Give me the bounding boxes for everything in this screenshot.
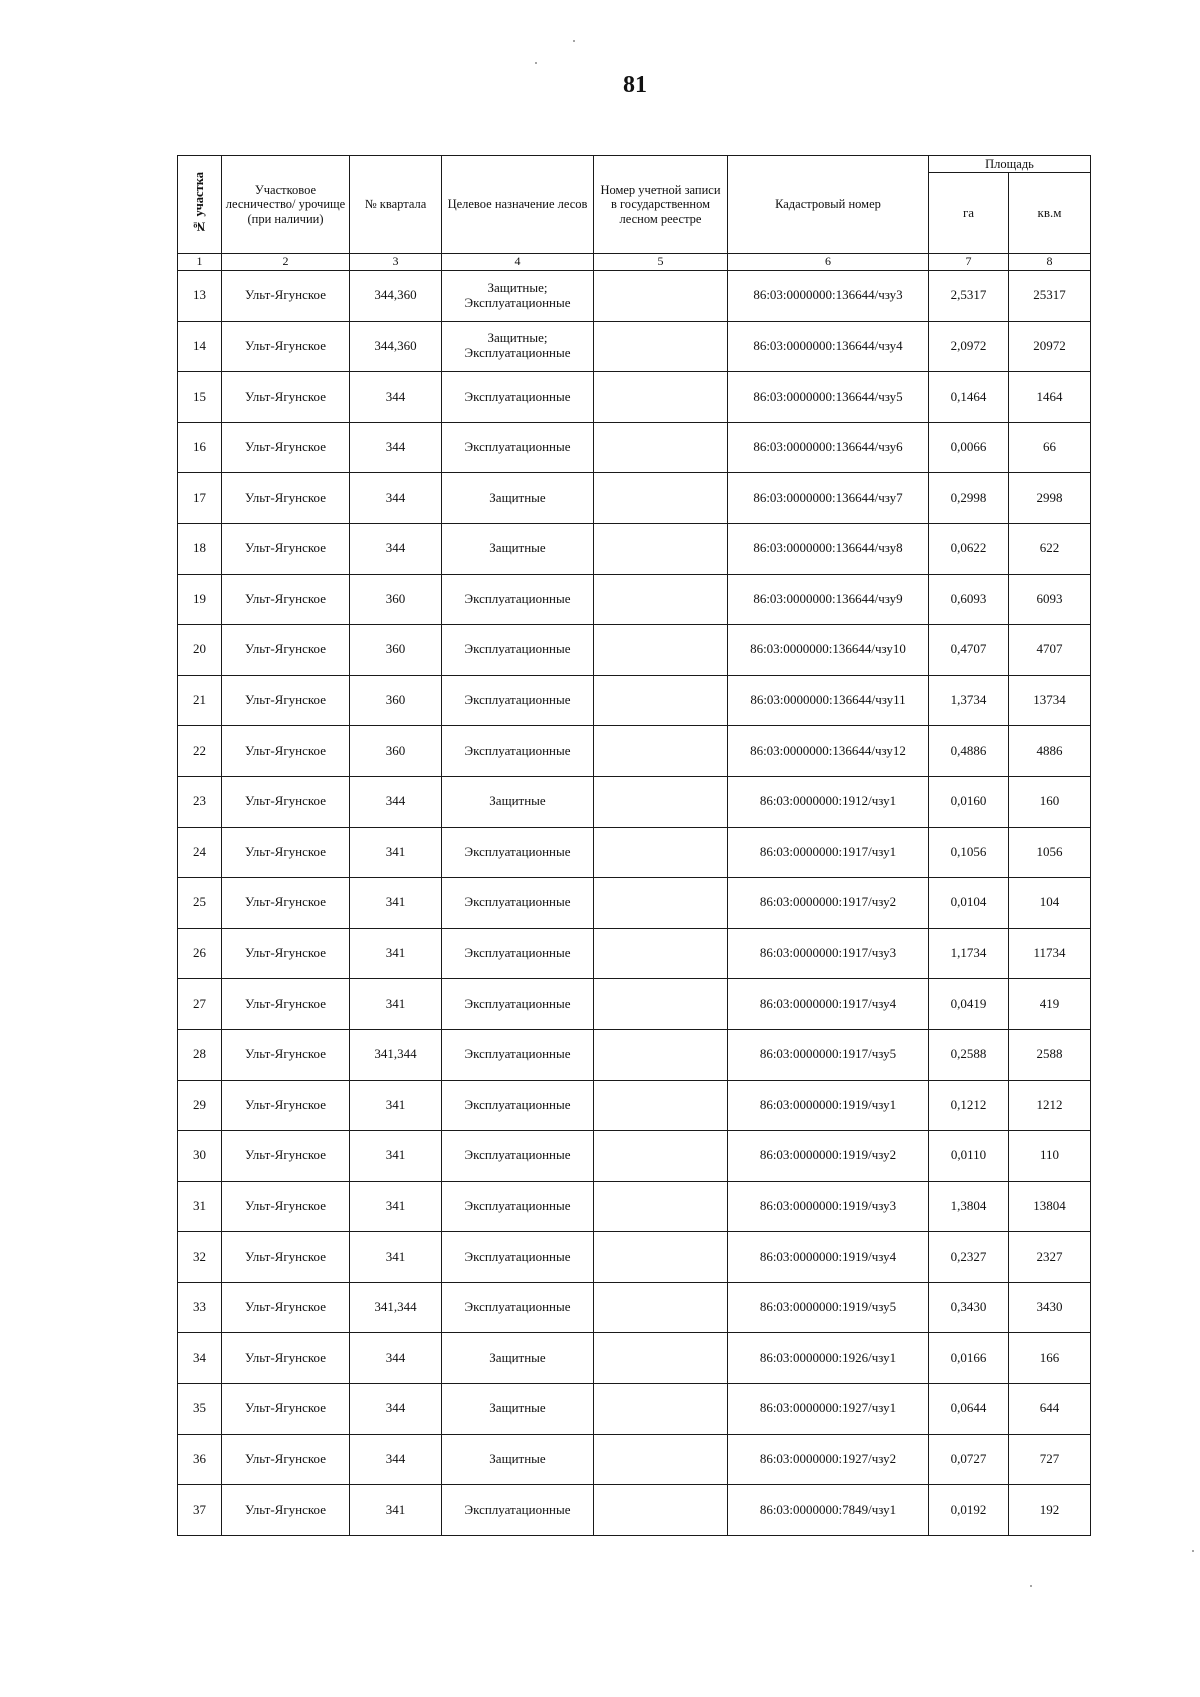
scan-speck <box>573 40 575 42</box>
cell-cadastral: 86:03:0000000:136644/чзу5 <box>728 372 929 423</box>
header-quarter: № квартала <box>350 156 442 254</box>
cell-quarter: 344 <box>350 473 442 524</box>
cell-area-sqm: 13734 <box>1009 675 1091 726</box>
cell-purpose: Эксплуатационные <box>442 574 594 625</box>
cell-quarter: 341 <box>350 878 442 929</box>
cell-plot-no: 32 <box>178 1232 222 1283</box>
cell-quarter: 341 <box>350 1181 442 1232</box>
table-row <box>178 523 1091 574</box>
table-row <box>178 776 1091 827</box>
table-row <box>178 1080 1091 1131</box>
cell-registry-no <box>594 979 728 1030</box>
table-row <box>178 726 1091 777</box>
cell-area-sqm: 1212 <box>1009 1080 1091 1131</box>
cell-registry-no <box>594 928 728 979</box>
table-row <box>178 1434 1091 1485</box>
header-purpose: Целевое назначение лесов <box>442 156 594 254</box>
forest-plots-table <box>177 155 1091 1536</box>
cell-cadastral: 86:03:0000000:136644/чзу10 <box>728 625 929 676</box>
cell-area-sqm: 727 <box>1009 1434 1091 1485</box>
column-number: 4 <box>442 254 594 271</box>
cell-purpose: Защитные <box>442 1434 594 1485</box>
cell-area-ha: 0,0644 <box>929 1384 1009 1435</box>
cell-forestry: Ульт-Ягунское <box>222 1131 350 1182</box>
cell-purpose: Эксплуатационные <box>442 1080 594 1131</box>
header-forestry: Участковое лесничество/ урочище (при наличии) <box>222 156 350 254</box>
cell-quarter: 341 <box>350 979 442 1030</box>
cell-area-ha: 0,0192 <box>929 1485 1009 1536</box>
table-row <box>178 372 1091 423</box>
cell-area-sqm: 11734 <box>1009 928 1091 979</box>
cell-plot-no: 29 <box>178 1080 222 1131</box>
cell-area-ha: 0,2588 <box>929 1029 1009 1080</box>
cell-cadastral: 86:03:0000000:1919/чзу4 <box>728 1232 929 1283</box>
cell-cadastral: 86:03:0000000:7849/чзу1 <box>728 1485 929 1536</box>
cell-plot-no: 15 <box>178 372 222 423</box>
table-row <box>178 1029 1091 1080</box>
cell-cadastral: 86:03:0000000:1919/чзу5 <box>728 1282 929 1333</box>
cell-cadastral: 86:03:0000000:1912/чзу1 <box>728 776 929 827</box>
cell-plot-no: 31 <box>178 1181 222 1232</box>
cell-quarter: 360 <box>350 574 442 625</box>
table-row <box>178 625 1091 676</box>
table-body <box>178 271 1091 1536</box>
cell-forestry: Ульт-Ягунское <box>222 675 350 726</box>
cell-area-ha: 0,0160 <box>929 776 1009 827</box>
table-row <box>178 1232 1091 1283</box>
cell-forestry: Ульт-Ягунское <box>222 878 350 929</box>
cell-plot-no: 14 <box>178 321 222 372</box>
cell-registry-no <box>594 473 728 524</box>
cell-area-sqm: 160 <box>1009 776 1091 827</box>
column-number: 1 <box>178 254 222 271</box>
scan-speck <box>1192 1550 1194 1552</box>
cell-area-sqm: 622 <box>1009 523 1091 574</box>
cell-quarter: 341 <box>350 827 442 878</box>
cell-area-sqm: 4886 <box>1009 726 1091 777</box>
header-plot-no <box>178 156 222 254</box>
cell-plot-no: 37 <box>178 1485 222 1536</box>
cell-area-ha: 0,2998 <box>929 473 1009 524</box>
cell-registry-no <box>594 574 728 625</box>
cell-purpose: Защитные <box>442 473 594 524</box>
column-number: 3 <box>350 254 442 271</box>
cell-registry-no <box>594 726 728 777</box>
cell-registry-no <box>594 321 728 372</box>
cell-quarter: 344 <box>350 1384 442 1435</box>
scan-speck <box>535 62 537 64</box>
cell-registry-no <box>594 1232 728 1283</box>
cell-purpose: Защитные; Эксплуатационные <box>442 321 594 372</box>
cell-registry-no <box>594 1181 728 1232</box>
cell-purpose: Защитные <box>442 776 594 827</box>
cell-quarter: 360 <box>350 675 442 726</box>
cell-plot-no: 35 <box>178 1384 222 1435</box>
cell-cadastral: 86:03:0000000:1927/чзу2 <box>728 1434 929 1485</box>
cell-area-ha: 1,1734 <box>929 928 1009 979</box>
cell-plot-no: 23 <box>178 776 222 827</box>
column-number: 7 <box>929 254 1009 271</box>
cell-plot-no: 22 <box>178 726 222 777</box>
cell-purpose: Защитные; Эксплуатационные <box>442 271 594 322</box>
cell-cadastral: 86:03:0000000:1917/чзу5 <box>728 1029 929 1080</box>
page-number: 81 <box>623 72 647 98</box>
cell-forestry: Ульт-Ягунское <box>222 1232 350 1283</box>
cell-area-sqm: 66 <box>1009 422 1091 473</box>
cell-cadastral: 86:03:0000000:136644/чзу7 <box>728 473 929 524</box>
table-row <box>178 574 1091 625</box>
cell-cadastral: 86:03:0000000:1919/чзу2 <box>728 1131 929 1182</box>
cell-area-sqm: 110 <box>1009 1131 1091 1182</box>
cell-plot-no: 21 <box>178 675 222 726</box>
cell-plot-no: 30 <box>178 1131 222 1182</box>
column-number: 6 <box>728 254 929 271</box>
cell-area-ha: 0,0104 <box>929 878 1009 929</box>
cell-registry-no <box>594 1434 728 1485</box>
cell-registry-no <box>594 878 728 929</box>
cell-registry-no <box>594 271 728 322</box>
cell-purpose: Эксплуатационные <box>442 1131 594 1182</box>
cell-quarter: 344 <box>350 776 442 827</box>
cell-quarter: 341 <box>350 1232 442 1283</box>
scan-speck <box>1030 1585 1032 1587</box>
cell-quarter: 341 <box>350 1080 442 1131</box>
cell-registry-no <box>594 1333 728 1384</box>
cell-area-ha: 2,5317 <box>929 271 1009 322</box>
cell-quarter: 341 <box>350 1485 442 1536</box>
cell-cadastral: 86:03:0000000:1917/чзу1 <box>728 827 929 878</box>
cell-plot-no: 18 <box>178 523 222 574</box>
cell-quarter: 360 <box>350 625 442 676</box>
column-number: 8 <box>1009 254 1091 271</box>
cell-quarter: 341,344 <box>350 1282 442 1333</box>
header-area-sqm: кв.м <box>1009 173 1091 254</box>
cell-area-sqm: 104 <box>1009 878 1091 929</box>
cell-forestry: Ульт-Ягунское <box>222 574 350 625</box>
cell-quarter: 344 <box>350 1333 442 1384</box>
cell-plot-no: 24 <box>178 827 222 878</box>
cell-area-sqm: 6093 <box>1009 574 1091 625</box>
cell-area-sqm: 2998 <box>1009 473 1091 524</box>
cell-area-ha: 0,4886 <box>929 726 1009 777</box>
cell-cadastral: 86:03:0000000:1919/чзу3 <box>728 1181 929 1232</box>
cell-purpose: Эксплуатационные <box>442 878 594 929</box>
cell-plot-no: 27 <box>178 979 222 1030</box>
cell-forestry: Ульт-Ягунское <box>222 321 350 372</box>
table-row <box>178 271 1091 322</box>
column-number-row <box>178 254 1091 271</box>
cell-area-ha: 0,0622 <box>929 523 1009 574</box>
cell-purpose: Эксплуатационные <box>442 1232 594 1283</box>
cell-forestry: Ульт-Ягунское <box>222 726 350 777</box>
cell-registry-no <box>594 422 728 473</box>
cell-quarter: 344,360 <box>350 271 442 322</box>
table-header <box>178 156 1091 271</box>
cell-quarter: 341 <box>350 1131 442 1182</box>
cell-plot-no: 13 <box>178 271 222 322</box>
cell-registry-no <box>594 776 728 827</box>
header-registry-no: Номер учетной записи в государственном лесном реестре <box>594 156 728 254</box>
table-row <box>178 1485 1091 1536</box>
column-number: 5 <box>594 254 728 271</box>
cell-forestry: Ульт-Ягунское <box>222 776 350 827</box>
cell-area-sqm: 13804 <box>1009 1181 1091 1232</box>
cell-cadastral: 86:03:0000000:1917/чзу4 <box>728 979 929 1030</box>
table-row <box>178 1384 1091 1435</box>
cell-registry-no <box>594 1485 728 1536</box>
cell-area-sqm: 166 <box>1009 1333 1091 1384</box>
table-row <box>178 1131 1091 1182</box>
table-row <box>178 928 1091 979</box>
cell-quarter: 344,360 <box>350 321 442 372</box>
cell-plot-no: 34 <box>178 1333 222 1384</box>
cell-registry-no <box>594 1384 728 1435</box>
cell-registry-no <box>594 675 728 726</box>
cell-forestry: Ульт-Ягунское <box>222 928 350 979</box>
cell-forestry: Ульт-Ягунское <box>222 625 350 676</box>
cell-cadastral: 86:03:0000000:136644/чзу11 <box>728 675 929 726</box>
cell-purpose: Эксплуатационные <box>442 928 594 979</box>
cell-area-sqm: 1464 <box>1009 372 1091 423</box>
cell-plot-no: 16 <box>178 422 222 473</box>
cell-plot-no: 20 <box>178 625 222 676</box>
table-row <box>178 1181 1091 1232</box>
cell-forestry: Ульт-Ягунское <box>222 1485 350 1536</box>
table-row <box>178 422 1091 473</box>
cell-plot-no: 26 <box>178 928 222 979</box>
cell-forestry: Ульт-Ягунское <box>222 422 350 473</box>
cell-area-ha: 2,0972 <box>929 321 1009 372</box>
cell-plot-no: 25 <box>178 878 222 929</box>
cell-cadastral: 86:03:0000000:136644/чзу12 <box>728 726 929 777</box>
table-row <box>178 979 1091 1030</box>
cell-purpose: Эксплуатационные <box>442 1282 594 1333</box>
cell-forestry: Ульт-Ягунское <box>222 1434 350 1485</box>
cell-purpose: Эксплуатационные <box>442 726 594 777</box>
header-cadastral: Кадастровый номер <box>728 156 929 254</box>
cell-area-ha: 0,0066 <box>929 422 1009 473</box>
cell-area-ha: 1,3804 <box>929 1181 1009 1232</box>
cell-area-sqm: 192 <box>1009 1485 1091 1536</box>
cell-plot-no: 33 <box>178 1282 222 1333</box>
cell-registry-no <box>594 1080 728 1131</box>
cell-area-ha: 0,0166 <box>929 1333 1009 1384</box>
cell-area-sqm: 20972 <box>1009 321 1091 372</box>
cell-forestry: Ульт-Ягунское <box>222 473 350 524</box>
cell-cadastral: 86:03:0000000:1917/чзу3 <box>728 928 929 979</box>
cell-forestry: Ульт-Ягунское <box>222 979 350 1030</box>
cell-quarter: 344 <box>350 372 442 423</box>
cell-quarter: 341,344 <box>350 1029 442 1080</box>
cell-forestry: Ульт-Ягунское <box>222 523 350 574</box>
table-row <box>178 827 1091 878</box>
cell-cadastral: 86:03:0000000:136644/чзу8 <box>728 523 929 574</box>
cell-forestry: Ульт-Ягунское <box>222 1029 350 1080</box>
cell-registry-no <box>594 1029 728 1080</box>
cell-purpose: Эксплуатационные <box>442 979 594 1030</box>
cell-purpose: Эксплуатационные <box>442 625 594 676</box>
cell-registry-no <box>594 523 728 574</box>
cell-plot-no: 36 <box>178 1434 222 1485</box>
cell-plot-no: 19 <box>178 574 222 625</box>
cell-forestry: Ульт-Ягунское <box>222 1333 350 1384</box>
header-area: Площадь <box>929 156 1091 173</box>
cell-cadastral: 86:03:0000000:1927/чзу1 <box>728 1384 929 1435</box>
cell-purpose: Эксплуатационные <box>442 1029 594 1080</box>
cell-cadastral: 86:03:0000000:136644/чзу4 <box>728 321 929 372</box>
cell-cadastral: 86:03:0000000:136644/чзу9 <box>728 574 929 625</box>
cell-forestry: Ульт-Ягунское <box>222 1181 350 1232</box>
header-plot-no-label: № участка <box>192 171 207 234</box>
cell-area-ha: 0,2327 <box>929 1232 1009 1283</box>
cell-area-ha: 0,0419 <box>929 979 1009 1030</box>
cell-registry-no <box>594 1131 728 1182</box>
cell-registry-no <box>594 625 728 676</box>
cell-purpose: Эксплуатационные <box>442 1181 594 1232</box>
table-row <box>178 1333 1091 1384</box>
cell-area-ha: 0,1212 <box>929 1080 1009 1131</box>
cell-purpose: Эксплуатационные <box>442 372 594 423</box>
cell-purpose: Защитные <box>442 1333 594 1384</box>
cell-quarter: 344 <box>350 1434 442 1485</box>
cell-purpose: Защитные <box>442 1384 594 1435</box>
cell-purpose: Эксплуатационные <box>442 422 594 473</box>
cell-area-sqm: 644 <box>1009 1384 1091 1435</box>
cell-quarter: 341 <box>350 928 442 979</box>
cell-registry-no <box>594 827 728 878</box>
cell-area-sqm: 419 <box>1009 979 1091 1030</box>
cell-area-ha: 0,6093 <box>929 574 1009 625</box>
cell-area-sqm: 2588 <box>1009 1029 1091 1080</box>
cell-forestry: Ульт-Ягунское <box>222 1384 350 1435</box>
table-row <box>178 321 1091 372</box>
cell-area-ha: 0,4707 <box>929 625 1009 676</box>
cell-cadastral: 86:03:0000000:1917/чзу2 <box>728 878 929 929</box>
cell-area-sqm: 4707 <box>1009 625 1091 676</box>
header-area-ha: га <box>929 173 1009 254</box>
cell-cadastral: 86:03:0000000:1926/чзу1 <box>728 1333 929 1384</box>
cell-forestry: Ульт-Ягунское <box>222 1080 350 1131</box>
cell-plot-no: 28 <box>178 1029 222 1080</box>
cell-area-ha: 0,3430 <box>929 1282 1009 1333</box>
cell-area-sqm: 25317 <box>1009 271 1091 322</box>
cell-cadastral: 86:03:0000000:136644/чзу3 <box>728 271 929 322</box>
cell-registry-no <box>594 372 728 423</box>
cell-cadastral: 86:03:0000000:1919/чзу1 <box>728 1080 929 1131</box>
cell-forestry: Ульт-Ягунское <box>222 1282 350 1333</box>
cell-quarter: 344 <box>350 422 442 473</box>
cell-area-sqm: 3430 <box>1009 1282 1091 1333</box>
table-row <box>178 473 1091 524</box>
cell-purpose: Защитные <box>442 523 594 574</box>
cell-purpose: Эксплуатационные <box>442 827 594 878</box>
table-row <box>178 675 1091 726</box>
cell-area-ha: 0,1464 <box>929 372 1009 423</box>
cell-forestry: Ульт-Ягунское <box>222 271 350 322</box>
cell-quarter: 344 <box>350 523 442 574</box>
cell-purpose: Эксплуатационные <box>442 1485 594 1536</box>
cell-quarter: 360 <box>350 726 442 777</box>
cell-area-ha: 0,0727 <box>929 1434 1009 1485</box>
cell-forestry: Ульт-Ягунское <box>222 827 350 878</box>
table-row <box>178 1282 1091 1333</box>
cell-forestry: Ульт-Ягунское <box>222 372 350 423</box>
cell-plot-no: 17 <box>178 473 222 524</box>
cell-area-ha: 1,3734 <box>929 675 1009 726</box>
cell-area-ha: 0,0110 <box>929 1131 1009 1182</box>
cell-area-sqm: 2327 <box>1009 1232 1091 1283</box>
table-row <box>178 878 1091 929</box>
cell-area-ha: 0,1056 <box>929 827 1009 878</box>
cell-area-sqm: 1056 <box>1009 827 1091 878</box>
cell-registry-no <box>594 1282 728 1333</box>
cell-purpose: Эксплуатационные <box>442 675 594 726</box>
column-number: 2 <box>222 254 350 271</box>
cell-cadastral: 86:03:0000000:136644/чзу6 <box>728 422 929 473</box>
